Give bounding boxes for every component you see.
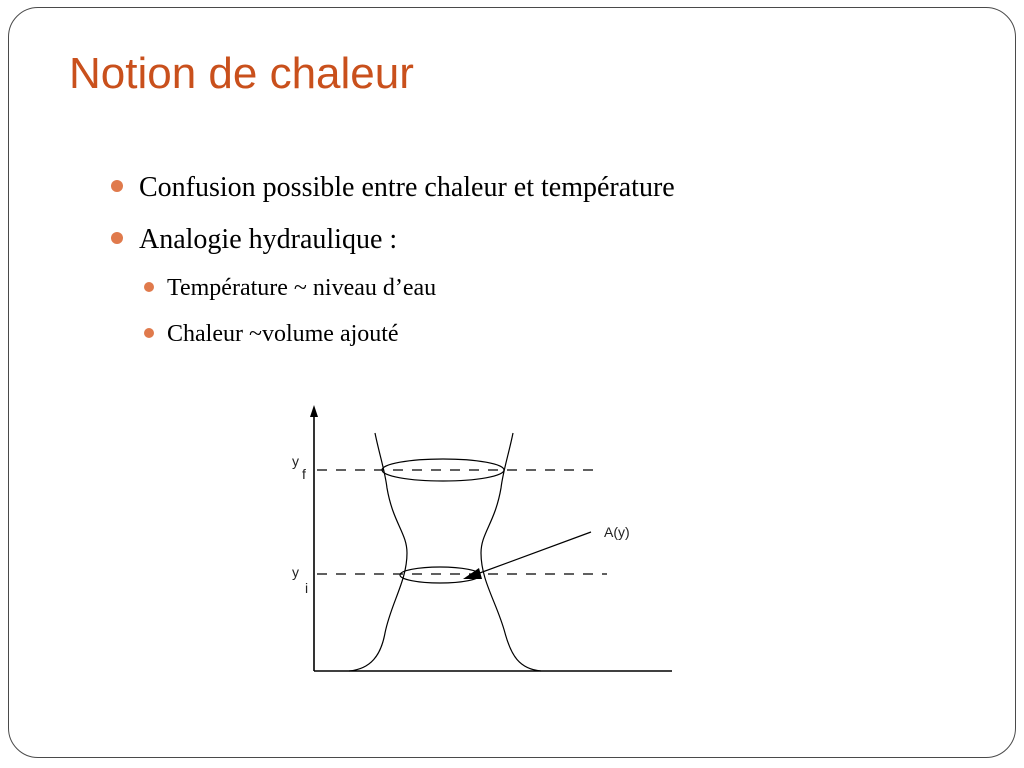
bullet-list	[109, 166, 969, 362]
sub-bullet-item	[141, 270, 969, 306]
area-pointer-line	[477, 532, 591, 574]
bullet-dot-icon	[144, 282, 154, 292]
area-pointer-arrow-icon	[463, 568, 482, 579]
label-yi-sub: i	[305, 580, 309, 596]
sub-bullet-text: Température ~ niveau d’eau	[167, 275, 437, 301]
slide-title: Notion de chaleur	[69, 49, 414, 98]
bullet-text: Confusion possible entre chaleur et température	[139, 172, 675, 203]
slide-frame	[8, 7, 1016, 758]
bullet-dot-icon	[111, 180, 123, 192]
vessel-left-wall	[349, 433, 407, 671]
label-yf-sub: f	[302, 466, 306, 482]
y-axis-arrow-icon	[310, 405, 318, 417]
bullet-dot-icon	[144, 328, 154, 338]
label-area: A(y)	[604, 524, 630, 540]
bullet-text: Analogie hydraulique :	[139, 224, 398, 255]
sub-bullet-item	[141, 316, 969, 352]
label-yi-main: y	[292, 564, 299, 580]
bullet-item	[109, 218, 969, 262]
area-section-ellipse	[400, 567, 480, 583]
hydraulic-analogy-diagram	[279, 403, 689, 693]
sub-bullet-text: Chaleur ~volume ajouté	[167, 321, 399, 347]
label-yf-main: y	[292, 453, 299, 469]
bullet-item	[109, 166, 969, 210]
bullet-dot-icon	[111, 232, 123, 244]
vessel-right-wall	[481, 433, 541, 671]
